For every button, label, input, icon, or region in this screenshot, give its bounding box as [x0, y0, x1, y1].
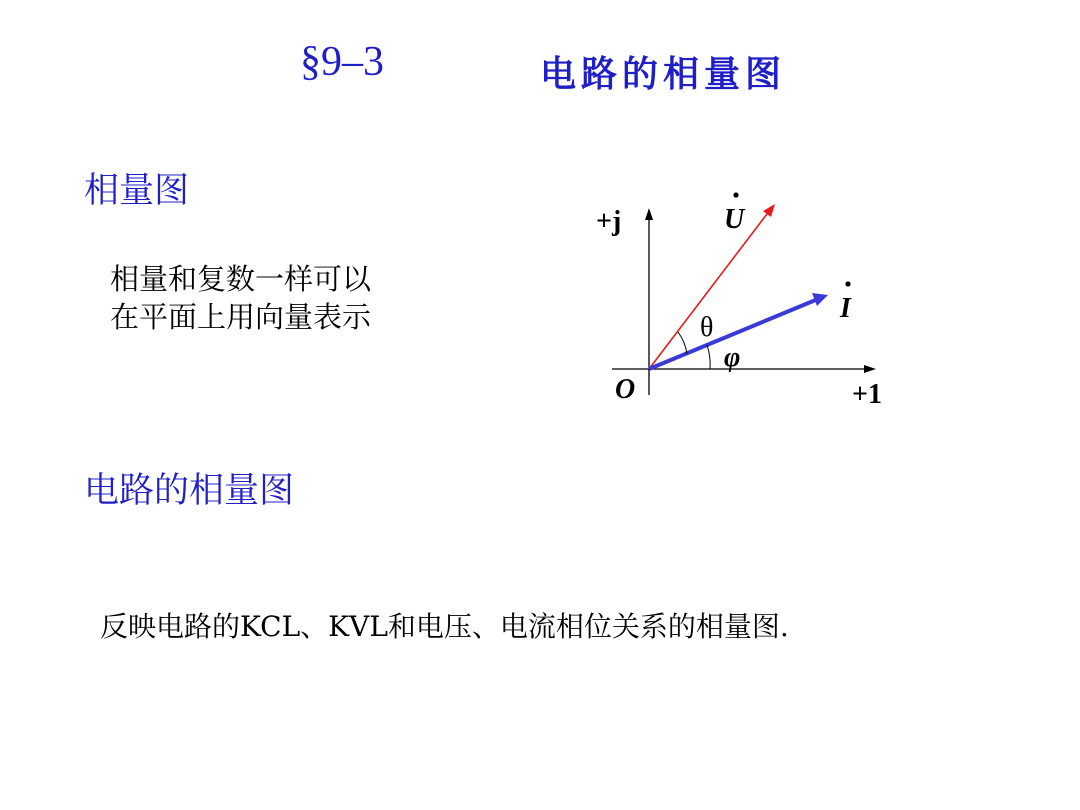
phi-label: φ — [724, 342, 741, 373]
current-label: I — [840, 293, 851, 324]
section-description — [110, 260, 371, 336]
real-axis-arrowhead — [864, 365, 876, 373]
title-heading: 电路的相量图 — [540, 54, 787, 95]
theta-label: θ — [700, 312, 714, 343]
circuit-phasor-description: 反映电路的KCL、KVL和电压、电流相位关系的相量图. — [100, 610, 789, 643]
voltage-phasor-arrowhead — [763, 204, 775, 217]
voltage-dot — [733, 192, 738, 197]
section-heading-phasor: 相量图 — [84, 171, 190, 211]
imag-axis-label: +j — [596, 206, 622, 237]
description-line-2: 在平面上用向量表示 — [110, 300, 372, 334]
theta-arc — [678, 332, 687, 354]
real-axis-label: +1 — [852, 379, 882, 410]
current-dot — [845, 281, 850, 286]
phi-arc — [707, 345, 710, 369]
title-section-number: §9–3 — [300, 39, 384, 85]
origin-label: O — [615, 374, 636, 405]
section-heading-circuit-phasor: 电路的相量图 — [84, 471, 295, 511]
imag-axis-arrowhead — [645, 208, 653, 220]
description-line-1: 相量和复数一样可以 — [110, 262, 372, 296]
voltage-label: U — [724, 204, 745, 235]
phasor-diagram — [596, 180, 900, 420]
